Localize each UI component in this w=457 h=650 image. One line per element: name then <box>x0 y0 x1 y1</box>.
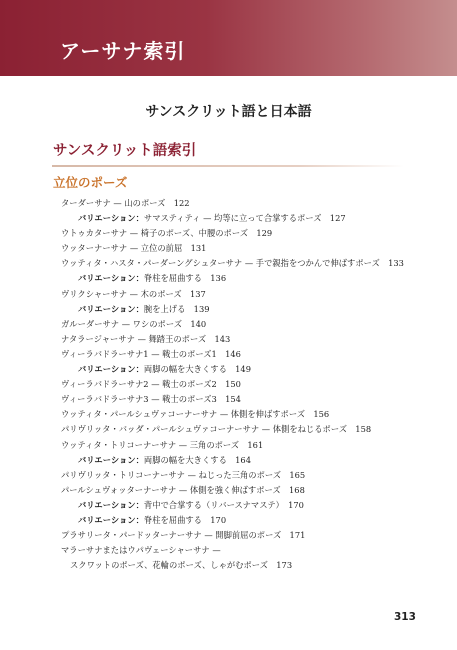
chapter-title: アーサナ索引 <box>60 39 186 63</box>
variation-label: バリエーション： <box>78 499 144 510</box>
index-entry <box>61 196 431 211</box>
index-entry-variation <box>61 453 431 468</box>
index-entry <box>61 528 431 543</box>
index-entry <box>61 256 431 271</box>
entry-text: ナタラージャーサナ — 舞踏王のポーズ 143 <box>61 333 231 344</box>
entry-text: ヴリクシャーサナ — 木のポーズ 137 <box>61 288 206 299</box>
subsection-heading: 立位のポーズ <box>53 175 128 190</box>
entry-text: 背中で合掌する（リバースナマステ） 170 <box>143 499 304 510</box>
variation-label: バリエーション： <box>78 273 144 284</box>
index-entry-list <box>61 196 431 573</box>
section-heading: サンスクリット語索引 <box>53 143 197 159</box>
entry-text: ウッターナーサナ — 立位の前屈 131 <box>61 243 207 254</box>
index-entry-variation <box>61 498 431 513</box>
entry-text: マラーサナまたはウパヴェーシャーサナ — <box>61 545 221 556</box>
variation-label: バリエーション： <box>78 454 144 465</box>
index-entry <box>61 422 431 437</box>
page-number: 313 <box>394 611 416 623</box>
variation-label: バリエーション： <box>78 213 144 224</box>
entry-text: 両脚の幅を大きくする 164 <box>143 454 251 465</box>
entry-text: 脊柱を屈曲する 136 <box>143 273 227 284</box>
variation-label: バリエーション： <box>78 303 144 314</box>
entry-text: ウトゥカターサナ — 椅子のポーズ、中腰のポーズ 129 <box>61 228 273 239</box>
entry-text: パリヴリッタ・バッダ・パールシュヴァコーナーサナ — 体側をねじるポーズ 158 <box>61 424 372 435</box>
variation-label: バリエーション： <box>78 514 144 525</box>
entry-text: ヴィーラバドラーサナ1 — 戦士のポーズ1 146 <box>61 348 241 359</box>
index-entry <box>61 226 431 241</box>
entry-text: ウッティタ・トリコーナーサナ — 三角のポーズ 161 <box>61 439 264 450</box>
index-entry <box>61 558 431 573</box>
entry-text: パールシュヴォッターナーサナ — 体側を強く伸ばすポーズ 168 <box>61 484 305 495</box>
entry-text: パリヴリッタ・トリコーナーサナ — ねじった三角のポーズ 165 <box>61 469 306 480</box>
entry-text: ターダーサナ — 山のポーズ 122 <box>61 198 190 208</box>
index-entry <box>61 377 431 392</box>
entry-text: ウッティタ・パールシュヴァコーナーサナ — 体側を伸ばすポーズ 156 <box>61 409 330 420</box>
index-entry <box>61 438 431 453</box>
index-entry <box>61 543 431 558</box>
variation-label: バリエーション： <box>78 364 144 375</box>
index-entry <box>61 241 431 256</box>
entry-text: 脊柱を屈曲する 170 <box>143 514 227 525</box>
section-divider <box>52 165 404 167</box>
index-entry <box>61 407 431 422</box>
index-entry-variation <box>61 513 431 528</box>
index-entry <box>61 468 431 483</box>
index-entry <box>61 287 431 302</box>
index-entry <box>61 347 431 362</box>
chapter-banner <box>0 0 457 76</box>
entry-text: スクワットのポーズ、花輪のポーズ、しゃがむポーズ 173 <box>70 560 293 571</box>
entry-text: ヴィーラバドラーサナ3 — 戦士のポーズ3 154 <box>61 394 241 405</box>
index-entry <box>61 483 431 498</box>
entry-text: ウッティタ・ハスタ・パーダーングシュターサナ — 手で親指をつかんで伸ばすポーズ 133 <box>61 258 404 269</box>
index-entry-variation <box>61 211 431 226</box>
entry-text: 両脚の幅を大きくする 149 <box>143 364 251 375</box>
index-entry <box>61 332 431 347</box>
entry-text: 腕を上げる 139 <box>143 303 210 314</box>
index-entry-variation <box>61 302 431 317</box>
entry-text: プラサリータ・パードッターナーサナ — 開脚前屈のポーズ 171 <box>61 530 306 541</box>
index-entry <box>61 317 431 332</box>
entry-text: ヴィーラバドラーサナ2 — 戦士のポーズ2 150 <box>61 379 241 390</box>
index-entry-variation <box>61 362 431 377</box>
entry-text: サマスティティ — 均等に立って合掌するポーズ 127 <box>143 213 346 224</box>
index-entry <box>61 392 431 407</box>
entry-text: ガルーダーサナ — ワシのポーズ 140 <box>61 318 207 329</box>
index-entry-variation <box>61 271 431 286</box>
page-subtitle: サンスクリット語と日本語 <box>145 104 312 120</box>
